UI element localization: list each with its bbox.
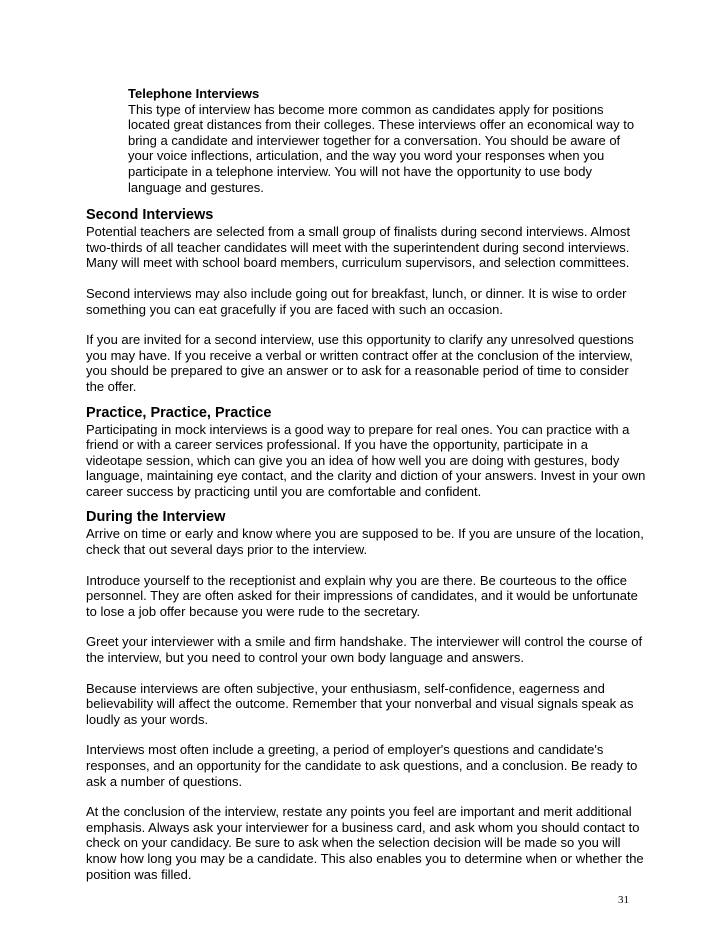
telephone-interviews-body: This type of interview has become more common as candidates apply for positions located great distances from their colleges. These interviews offer an economical way to bring a candidate and interviewer together for a conversation. You should be aware of your voice inflections, articulation, and the way you word your responses when you participate in a telephone interview. You will not have the opportunity to use body language and gestures. bbox=[128, 101, 635, 195]
second-interviews-paragraph-1: Potential teachers are selected from a small group of finalists during second interviews. Almost two-thirds of all teacher candidates will meet with the superintendent during second interviews. Many will meet with school board members, curriculum supervisors, and selection committees. bbox=[86, 224, 631, 271]
telephone-interviews-block bbox=[128, 86, 646, 195]
second-interviews-paragraph-2: Second interviews may also include going out for breakfast, lunch, or dinner. It is wise to order something you can eat gracefully if you are faced with such an occasion. bbox=[86, 285, 627, 317]
during-interview-paragraph-1: Arrive on time or early and know where you are supposed to be. If you are unsure of the location, check that out several days prior to the interview. bbox=[86, 526, 644, 558]
during-interview-paragraph-6: At the conclusion of the interview, restate any points you feel are important and merit additional emphasis. Always ask your interviewer for a business card, and ask whom you should contact to check on your candidacy. Be sure to ask when the selection decision will be made so you will know how long you may be a candidate. This also enables you to determine when or whether the position was filled. bbox=[86, 804, 644, 882]
telephone-interviews-title: Telephone Interviews bbox=[128, 86, 260, 101]
during-interview-title: During the Interview bbox=[86, 509, 226, 526]
during-interview-paragraph-4: Because interviews are often subjective, your enthusiasm, self-confidence, eagerness and believability will affect the outcome. Remember that your nonverbal and visual signals speak as loudly as your words. bbox=[86, 680, 634, 727]
document-page bbox=[86, 86, 646, 882]
practice-paragraph-1: Participating in mock interviews is a good way to prepare for real ones. You can practice with a friend or with a career services professional. If you have the opportunity, participate in a videotape session, which can give you an idea of how well you are doing with gestures, body language, maintaining eye contact, and the clarity and diction of your answers. Invest in your own career success by practicing until you are comfortable and confident. bbox=[86, 421, 646, 499]
during-interview-paragraph-3: Greet your interviewer with a smile and firm handshake. The interviewer will control the course of the interview, but you need to control your own body language and answers. bbox=[86, 634, 643, 666]
second-interviews-title: Second Interviews bbox=[86, 207, 214, 224]
second-interviews-section bbox=[86, 207, 646, 394]
page-number: 31 bbox=[618, 894, 629, 906]
during-interview-section bbox=[86, 509, 646, 882]
practice-title: Practice, Practice, Practice bbox=[86, 404, 272, 421]
second-interviews-paragraph-3: If you are invited for a second interview, use this opportunity to clarify any unresolved questions you may have. If you receive a verbal or written contract offer at the conclusion of the interview, you should be prepared to give an answer or to ask for a reasonable period of time to consider the offer. bbox=[86, 332, 634, 394]
during-interview-paragraph-2: Introduce yourself to the receptionist and explain why you are there. Be courteous to the office personnel. They are often asked for their impressions of candidates, and it would be unfortunate to lose a job offer because you were rude to the secretary. bbox=[86, 572, 638, 619]
during-interview-paragraph-5: Interviews most often include a greeting, a period of employer's questions and candidate's responses, and an opportunity for the candidate to ask questions, and a conclusion. Be ready to ask a number of questions. bbox=[86, 742, 638, 789]
practice-section bbox=[86, 405, 646, 500]
